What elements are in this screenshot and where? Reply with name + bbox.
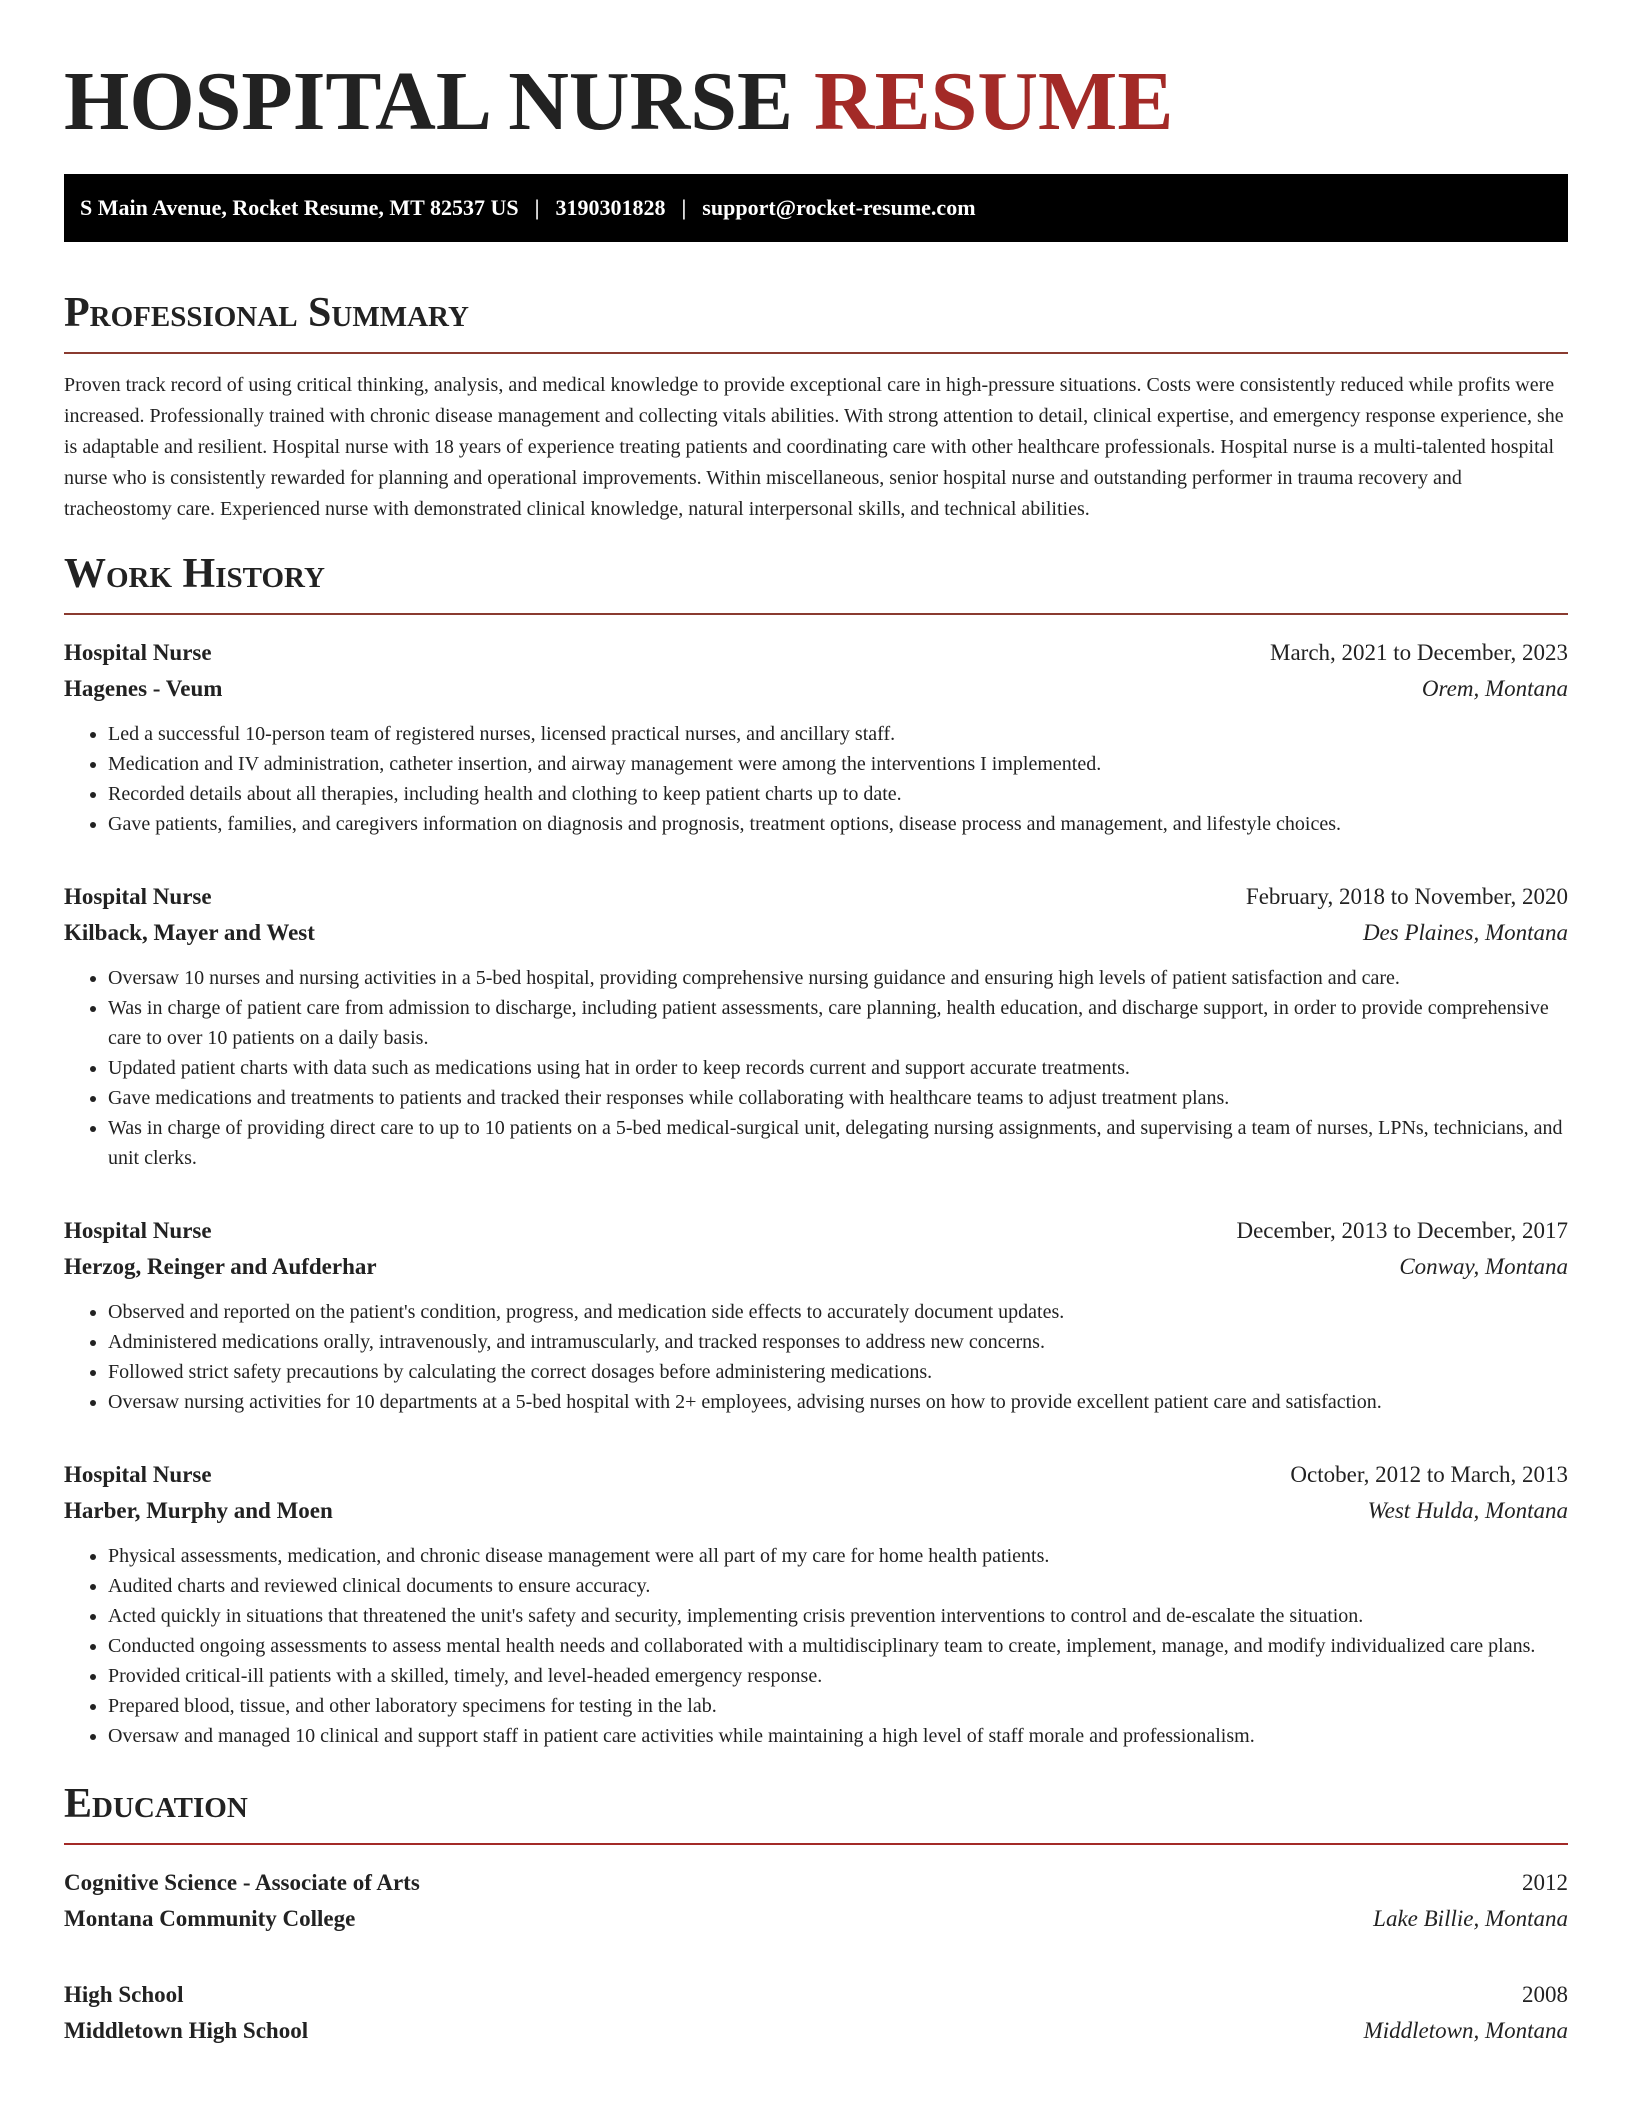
job-location: Des Plaines, Montana xyxy=(1362,920,1568,945)
job-location: West Hulda, Montana xyxy=(1367,1498,1568,1523)
contact-bar xyxy=(64,174,1568,242)
job-title: Hospital Nurse xyxy=(64,1462,212,1487)
education-degree-row xyxy=(64,1865,1568,1901)
job-bullet: • Followed strict safety precautions by calculating the correct dosages before administering medications. xyxy=(108,1357,1568,1387)
job-bullet: • Updated patient charts with data such as medications using hat in order to keep records current and support accurate treatments. xyxy=(108,1053,1568,1083)
section-heading-work: Work History xyxy=(64,551,325,597)
job-entry xyxy=(64,879,1568,1173)
job-employer: Harber, Murphy and Moen xyxy=(64,1498,333,1523)
job-bullet: • Acted quickly in situations that threatened the unit's safety and security, implementing crisis prevention interventions to control and de-escalate the situation. xyxy=(108,1601,1568,1631)
page-title xyxy=(64,52,1568,152)
work-history-section xyxy=(64,549,1568,1751)
job-bullet: • Conducted ongoing assessments to assess mental health needs and collaborated with a multidisciplinary team to create, implement, manage, and modify individualized care plans. xyxy=(108,1631,1568,1661)
job-dates: February, 2018 to November, 2020 xyxy=(1245,884,1568,909)
education-degree-row xyxy=(64,1977,1568,2013)
job-header-row xyxy=(64,1457,1568,1493)
education-location: Middletown, Montana xyxy=(1363,2018,1568,2043)
education-location: Lake Billie, Montana xyxy=(1373,1906,1568,1931)
section-heading-summary: Professional Summary xyxy=(64,290,469,336)
job-employer-row xyxy=(64,1249,1568,1285)
job-bullet: • Prepared blood, tissue, and other laboratory specimens for testing in the lab. xyxy=(108,1691,1568,1721)
title-accent: RESUME xyxy=(813,55,1174,148)
job-bullet: • Was in charge of patient care from admission to discharge, including patient assessments, care planning, health education, and discharge support, in order to provide comprehensive care to over 10 patients on a daily basis. xyxy=(108,993,1568,1053)
job-dates: December, 2013 to December, 2017 xyxy=(1236,1218,1568,1243)
job-bullet: • Medication and IV administration, catheter insertion, and airway management were among the interventions I implemented. xyxy=(108,749,1568,779)
job-header-row xyxy=(64,1213,1568,1249)
summary-text: Proven track record of using critical thinking, analysis, and medical knowledge to provide exceptional care in high-pressure situations. Costs were consistently reduced while profits were increased. Professionally trained with chronic disease management and collecting vitals abilities. With strong attention to detail, clinical expertise, and emergency response experience, she is adaptable and resilient. Hospital nurse with 18 years of experience treating patients and coordinating care with other healthcare professionals. Hospital nurse is a multi-talented hospital nurse who is consistently rewarded for planning and operational improvements. Within miscellaneous, senior hospital nurse and outstanding performer in trauma recovery and tracheostomy care. Experienced nurse with demonstrated clinical knowledge, natural interpersonal skills, and technical abilities. xyxy=(64,374,1564,520)
job-employer: Hagenes - Veum xyxy=(64,676,223,701)
education-entry xyxy=(64,1865,1568,1937)
education-year: 2012 xyxy=(1522,1870,1568,1895)
job-location: Orem, Montana xyxy=(1421,676,1568,701)
job-bullet: • Administered medications orally, intravenously, and intramuscularly, and tracked responses to address new concerns. xyxy=(108,1327,1568,1357)
education-school: Middletown High School xyxy=(64,2018,309,2043)
title-main: HOSPITAL NURSE xyxy=(64,55,793,148)
contact-address: S Main Avenue, Rocket Resume, MT 82537 US xyxy=(80,195,519,220)
education-entry xyxy=(64,1977,1568,2049)
job-employer-row xyxy=(64,671,1568,707)
job-bullet: • Audited charts and reviewed clinical documents to ensure accuracy. xyxy=(108,1571,1568,1601)
job-bullets xyxy=(64,1541,1568,1751)
job-location: Conway, Montana xyxy=(1399,1254,1568,1279)
job-bullets xyxy=(64,1297,1568,1417)
job-header-row xyxy=(64,635,1568,671)
education-degree: Cognitive Science - Associate of Arts xyxy=(64,1870,420,1895)
job-dates: March, 2021 to December, 2023 xyxy=(1270,640,1568,665)
education-year: 2008 xyxy=(1522,1982,1568,2007)
contact-email[interactable]: support@rocket-resume.com xyxy=(702,195,976,220)
education-school-row xyxy=(64,1901,1568,1937)
education-degree: High School xyxy=(64,1982,184,2007)
job-dates: October, 2012 to March, 2013 xyxy=(1290,1462,1568,1487)
job-title: Hospital Nurse xyxy=(64,1218,212,1243)
job-bullets xyxy=(64,963,1568,1173)
job-title: Hospital Nurse xyxy=(64,640,212,665)
job-bullet: • Gave patients, families, and caregivers information on diagnosis and prognosis, treatment options, disease process and management, and lifestyle choices. xyxy=(108,809,1568,839)
education-school-row xyxy=(64,2013,1568,2049)
job-bullet: • Gave medications and treatments to patients and tracked their responses while collaborating with healthcare teams to adjust treatment plans. xyxy=(108,1083,1568,1113)
section-divider xyxy=(64,1843,1568,1845)
job-entry xyxy=(64,1213,1568,1417)
contact-phone[interactable]: 3190301828 xyxy=(555,195,666,220)
job-bullet: • Was in charge of providing direct care to up to 10 patients on a 5-bed medical-surgical unit, delegating nursing assignments, and supervising a team of nurses, LPNs, technicians, and unit clerks. xyxy=(108,1113,1568,1173)
job-title: Hospital Nurse xyxy=(64,884,212,909)
job-bullet: • Oversaw and managed 10 clinical and support staff in patient care activities while maintaining a high level of staff morale and professionalism. xyxy=(108,1721,1568,1751)
job-bullet: • Observed and reported on the patient's condition, progress, and medication side effects to accurately document updates. xyxy=(108,1297,1568,1327)
job-bullet: • Recorded details about all therapies, including health and clothing to keep patient charts up to date. xyxy=(108,779,1568,809)
job-employer-row xyxy=(64,915,1568,951)
job-employer: Herzog, Reinger and Aufderhar xyxy=(64,1254,377,1279)
professional-summary-section xyxy=(64,288,1568,525)
job-employer: Kilback, Mayer and West xyxy=(64,920,315,945)
education-section xyxy=(64,1779,1568,2049)
contact-separator: | xyxy=(534,195,540,220)
job-employer-row xyxy=(64,1493,1568,1529)
education-school: Montana Community College xyxy=(64,1906,356,1931)
job-bullet: • Led a successful 10-person team of registered nurses, licensed practical nurses, and ancillary staff. xyxy=(108,719,1568,749)
section-heading-education: Education xyxy=(64,1781,248,1827)
job-entry xyxy=(64,1457,1568,1751)
job-entry xyxy=(64,635,1568,839)
contact-separator: | xyxy=(681,195,687,220)
section-divider xyxy=(64,613,1568,615)
job-bullets xyxy=(64,719,1568,839)
job-bullet: • Oversaw 10 nurses and nursing activities in a 5-bed hospital, providing comprehensive nursing guidance and ensuring high levels of patient satisfaction and care. xyxy=(108,963,1568,993)
job-bullet: • Oversaw nursing activities for 10 departments at a 5-bed hospital with 2+ employees, advising nurses on how to provide excellent patient care and satisfaction. xyxy=(108,1387,1568,1417)
job-bullet: • Physical assessments, medication, and chronic disease management were all part of my care for home health patients. xyxy=(108,1541,1568,1571)
job-header-row xyxy=(64,879,1568,915)
job-bullet: • Provided critical-ill patients with a skilled, timely, and level-headed emergency response. xyxy=(108,1661,1568,1691)
section-divider xyxy=(64,352,1568,354)
